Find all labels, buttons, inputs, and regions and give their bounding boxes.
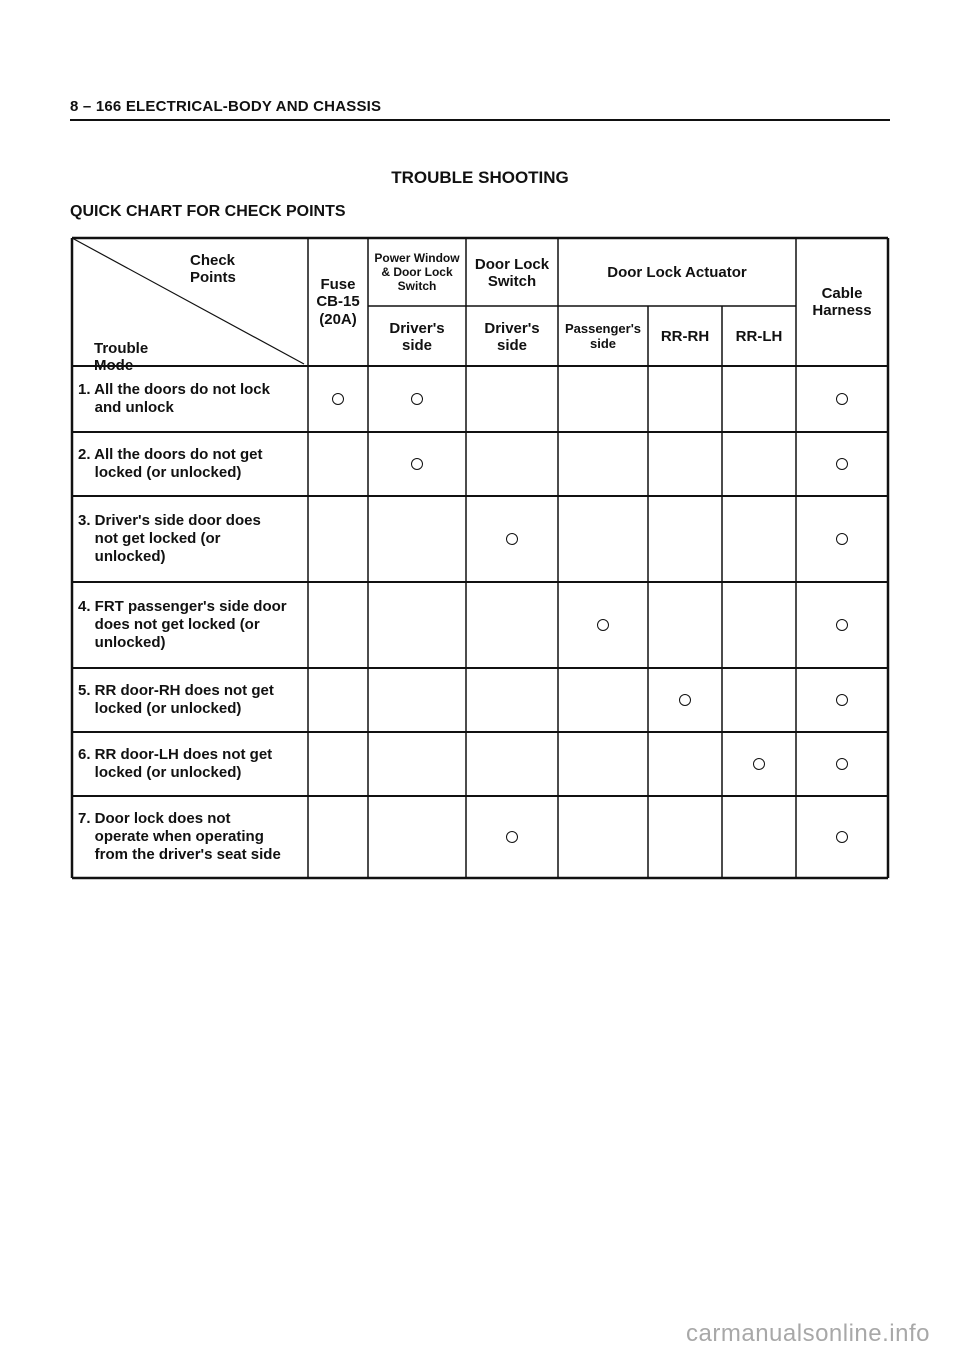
section-title: TROUBLE SHOOTING (391, 168, 569, 187)
header-door-lock-actuator: Door Lock Actuator (607, 264, 747, 282)
check-mark-row4-col7 (836, 619, 848, 631)
header-rule (70, 119, 890, 121)
watermark: carmanualsonline.info (686, 1320, 930, 1347)
trouble-mode-3: 3. Driver's side door does not get locked (or unlocked) (78, 512, 261, 565)
check-mark-row5-col5 (679, 694, 691, 706)
check-mark-row6-col6 (753, 758, 765, 770)
corner-check-points: Check Points (190, 252, 236, 286)
trouble-mode-5: 5. RR door-RH does not get locked (or unlocked) (78, 682, 274, 717)
trouble-mode-4: 4. FRT passenger's side door does not get locked (or unlocked) (78, 598, 287, 651)
trouble-mode-7: 7. Door lock does not operate when operating from the driver's seat side (78, 810, 281, 863)
check-mark-row3-col7 (836, 533, 848, 545)
check-mark-row1-col7 (836, 393, 848, 405)
header-cable-harness: Cable Harness (812, 284, 872, 319)
check-mark-row1-col1 (332, 393, 344, 405)
header-dl-drivers-side: Driver's side (484, 319, 540, 354)
check-mark-row5-col7 (836, 694, 848, 706)
header-fuse: Fuse CB-15 (20A) (316, 276, 360, 328)
check-mark-row7-col3 (506, 831, 518, 843)
check-mark-row2-col2 (411, 458, 423, 470)
check-mark-row2-col7 (836, 458, 848, 470)
header-power-window-switch: Power Window & Door Lock Switch (374, 251, 460, 293)
header-actuator-passengers-side: Passenger's side (564, 321, 642, 351)
header-actuator-rr-lh: RR-LH (735, 328, 783, 346)
header-pw-drivers-side: Driver's side (389, 319, 445, 354)
trouble-mode-2: 2. All the doors do not get locked (or unlocked) (78, 446, 263, 481)
trouble-mode-1: 1. All the doors do not lock and unlock (78, 381, 270, 416)
trouble-mode-6: 6. RR door-LH does not get locked (or unlocked) (78, 746, 273, 781)
header-actuator-rr-rh: RR-RH (660, 328, 710, 346)
header-door-lock-switch: Door Lock Switch (474, 255, 550, 290)
corner-trouble-mode: Trouble Mode (94, 340, 149, 374)
check-mark-row7-col7 (836, 831, 848, 843)
check-mark-row3-col3 (506, 533, 518, 545)
chart-title: QUICK CHART FOR CHECK POINTS (70, 203, 346, 220)
check-mark-row4-col4 (597, 619, 609, 631)
page-header: 8 – 166 ELECTRICAL-BODY AND CHASSIS (70, 98, 382, 115)
check-mark-row1-col2 (411, 393, 423, 405)
check-mark-row6-col7 (836, 758, 848, 770)
